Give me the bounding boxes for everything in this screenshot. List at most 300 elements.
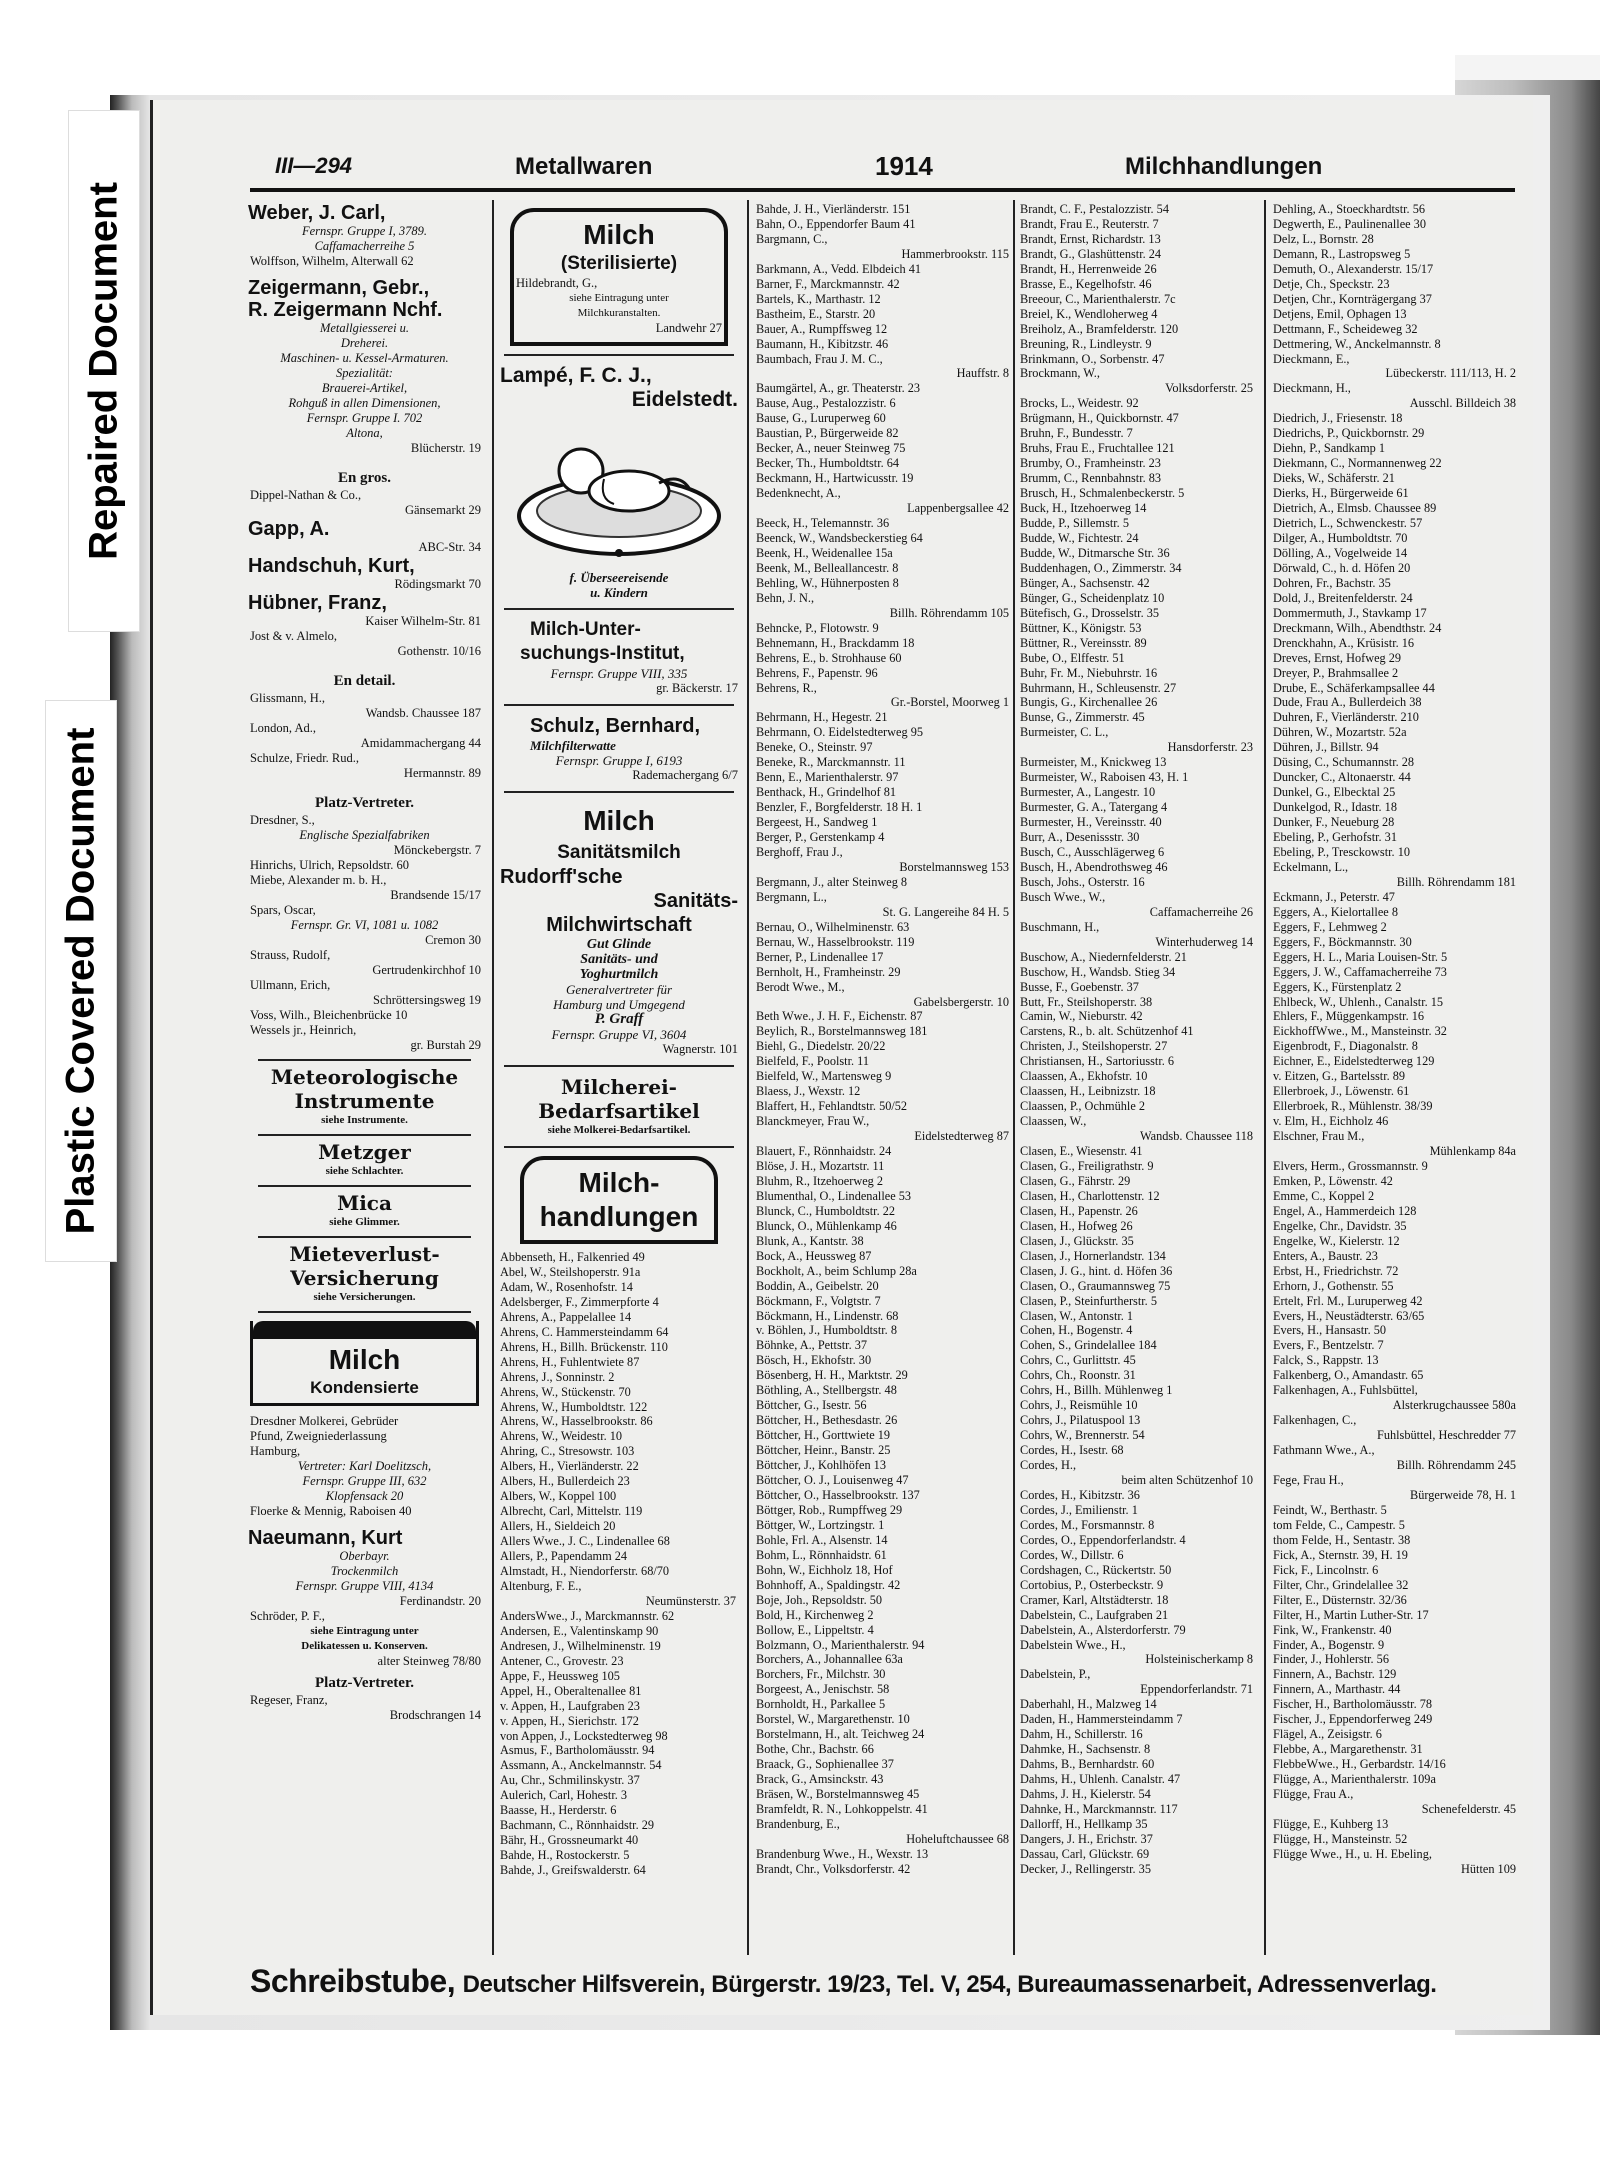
directory-entry: Cohrs, W., Brennerstr. 54 <box>1020 1428 1145 1443</box>
directory-entry: Böttcher, O., Hasselbrookstr. 137 <box>756 1487 920 1502</box>
directory-entry: Dabelstein, A., Alsterdorferstr. 79 <box>1020 1622 1186 1637</box>
directory-entry: Claassen, A., Ekhofstr. 10 <box>1020 1069 1148 1084</box>
directory-entry: Ahrens, C. Hammersteindamm 64 <box>500 1324 669 1339</box>
directory-entry: Appe, F., Heussweg 105 <box>500 1668 620 1683</box>
directory-entry: Bräsen, W., Borstelmannsweg 45 <box>756 1787 920 1802</box>
column-entries-d-f <box>1273 202 1518 1957</box>
directory-entry: Erhorn, J., Gothenstr. 55 <box>1273 1278 1394 1293</box>
directory-entry: Allers, H., Sieldeich 20 <box>500 1519 616 1534</box>
directory-entry: Dassau, Carl, Glückstr. 69 <box>1020 1846 1150 1861</box>
directory-entry: Dörwald, C., h. d. Höfen 20 <box>1273 560 1411 575</box>
section-milchhandlungen <box>520 1156 718 1244</box>
directory-entry: Cohen, S., Grindelallee 184 <box>1020 1338 1157 1353</box>
directory-entry: thom Felde, H., Sentastr. 38 <box>1273 1532 1411 1547</box>
directory-entry: v. Eitzen, G., Bartelsstr. 89 <box>1273 1069 1406 1084</box>
entry-text: Oberbayr. <box>339 1549 390 1563</box>
entry-text: Schröttersingsweg 19 <box>373 993 481 1007</box>
directory-entry: Adelsberger, F., Zimmerpforte 4 <box>500 1294 659 1309</box>
directory-entry: Dangers, J. H., Erichstr. 37 <box>1020 1831 1153 1846</box>
directory-entry: Carstens, R., b. alt. Schützenhof 41 <box>1020 1024 1194 1039</box>
directory-entry: Bruhn, F., Bundesstr. 7 <box>1020 426 1133 441</box>
entry-text: Ferdinandstr. 20 <box>399 1594 481 1608</box>
category-heading: Mieteverlust- <box>289 1242 440 1266</box>
directory-entry: Bahde, J. H., Vierländerstr. 151 <box>756 202 911 216</box>
directory-entry: Eidelstedterweg 87 <box>914 1129 1009 1144</box>
section-title: handlungen <box>539 1201 699 1232</box>
directory-entry: Bähr, H., Grossneumarkt 40 <box>500 1833 639 1848</box>
directory-entry: Borstel, W., Margarethenstr. 10 <box>756 1712 910 1727</box>
directory-entry: Brandt, H., Herrenweide 26 <box>1020 261 1157 276</box>
directory-entry: Beneke, R., Marckmannstr. 11 <box>756 755 906 770</box>
entry-text: Dippel-Nathan & Co., <box>250 488 362 502</box>
directory-entry: Hoheluftchaussee 68 <box>906 1831 1009 1846</box>
directory-entry: Dietrich, A., Elmsb. Chaussee 89 <box>1273 501 1437 516</box>
directory-entry: Dahm, H., Schillerstr. 16 <box>1020 1727 1143 1742</box>
directory-entry: Bachmann, C., Rönnhaidstr. 29 <box>500 1818 655 1833</box>
entry-text: En gros. <box>337 470 392 486</box>
category-heading: Meteorologische <box>270 1065 459 1089</box>
directory-entry: Boddin, A., Geibelstr. 20 <box>756 1278 879 1293</box>
directory-entry: Berner, P., Lindenallee 17 <box>756 949 884 964</box>
directory-entry: Elvers, Herm., Grossmannstr. 9 <box>1273 1159 1428 1173</box>
ad-rudorff-text: Gut Glinde <box>586 937 652 952</box>
directory-entry: Cohrs, J., Pilatuspool 13 <box>1020 1413 1141 1428</box>
directory-entry: Bohle, Frl. A., Alsenstr. 14 <box>756 1532 888 1547</box>
directory-entry: Au, Chr., Schmilinskystr. 37 <box>500 1773 640 1788</box>
category-heading: Mica <box>337 1191 392 1215</box>
directory-entry: Ebeling, P., Tresckowstr. 10 <box>1273 844 1410 859</box>
entry-text: siehe Schlachter. <box>325 1165 404 1177</box>
directory-entry: Brinkmann, O., Sorbenstr. 47 <box>1020 351 1165 366</box>
directory-entry: Fischer, J., Eppendorferweg 249 <box>1273 1712 1433 1727</box>
entry-text: Maschinen- u. Kessel-Armaturen. <box>280 351 449 365</box>
directory-entry: Cramer, Karl, Altstädterstr. 18 <box>1020 1592 1169 1607</box>
ad-lampe-name: Lampé, F. C. J., <box>500 364 652 387</box>
directory-entry: Bohm, L., Rönnhaidstr. 61 <box>756 1547 887 1562</box>
directory-entry: Holsteinischerkamp 8 <box>1145 1652 1253 1667</box>
directory-entry: Erbst, H., Friedrichstr. 72 <box>1273 1263 1399 1278</box>
directory-entry: Degwerth, E., Paulinenallee 30 <box>1273 216 1426 231</box>
directory-entry: Burmeister, C. L., <box>1020 725 1109 740</box>
directory-entry: Bastheim, E., Starstr. 20 <box>756 306 876 321</box>
directory-entry: Finder, J., Hohlerstr. 56 <box>1273 1652 1389 1667</box>
directory-entry: Busch, Johs., Osterstr. 16 <box>1020 874 1145 889</box>
column-rule <box>747 200 749 1955</box>
directory-entry: Clasen, E., Wiesenstr. 41 <box>1020 1144 1143 1159</box>
directory-entry: Böttcher, H., Bethesdastr. 26 <box>756 1413 898 1428</box>
directory-entry: Fick, A., Sternstr. 39, H. 19 <box>1273 1547 1408 1562</box>
directory-entry: Buschow, H., Wandsb. Stieg 34 <box>1020 964 1176 979</box>
directory-entry: Bolzmann, O., Marienthalerstr. 94 <box>756 1637 925 1652</box>
spacer <box>248 269 481 277</box>
directory-entry: Alsterkrugchaussee 580a <box>1392 1398 1516 1413</box>
directory-entry: Abel, W., Steilshoperstr. 91a <box>500 1264 641 1279</box>
directory-entry: Bösch, H., Ekhofstr. 30 <box>756 1353 872 1368</box>
entry-text: Gothenstr. 10/16 <box>397 644 481 658</box>
entry-text: Voss, Wilh., Bleichenbrücke 10 <box>250 1008 408 1022</box>
entry-text: Spars, Oscar, <box>250 903 316 917</box>
directory-entry: Cordes, O., Eppendorferlandstr. 4 <box>1020 1532 1186 1547</box>
entry-text: Strauss, Rudolf, <box>250 948 331 962</box>
directory-entry: Breiholz, A., Bramfelderstr. 120 <box>1020 321 1179 336</box>
directory-entry: Budde, P., Sillemstr. 5 <box>1020 516 1129 531</box>
footer-head: Schreibstube, <box>250 1963 456 1999</box>
company-name: Hübner, Franz, <box>248 592 387 614</box>
directory-entry: Blunck, C., Humboldtstr. 22 <box>756 1203 896 1218</box>
directory-entry: Eggers, A., Kielortallee 8 <box>1273 904 1398 919</box>
directory-entry: Eggers, J. W., Caffamacherreihe 73 <box>1273 964 1447 979</box>
entry-text: Pfund, Zweigniederlassung <box>250 1429 387 1443</box>
directory-entry: Hansdorferstr. 23 <box>1167 740 1253 755</box>
directory-entry: Eppendorferlandstr. 71 <box>1140 1682 1253 1697</box>
footer-text: Deutscher Hilfsverein, Bürgerstr. 19/23, Tel. V, 254, Bureaumassenarbeit, Adressenverlag. <box>462 1971 1437 1998</box>
directory-entry: Evers, H., Neustädterstr. 63/65 <box>1273 1308 1425 1323</box>
directory-entry: Biehl, G., Diedelstr. 20/22 <box>756 1039 886 1054</box>
directory-entry: Borstelmannsweg 153 <box>899 859 1009 874</box>
directory-entry: Bielfeld, W., Martensweg 9 <box>756 1069 892 1084</box>
directory-entry: Fick, F., Lincolnstr. 6 <box>1273 1562 1379 1577</box>
directory-entry: Camin, W., Nieburstr. 42 <box>1020 1009 1143 1024</box>
ad-institut-name: suchungs-Institut, <box>520 643 685 664</box>
directory-entry: Allers Wwe., J. C., Lindenallee 68 <box>500 1534 670 1549</box>
directory-entry: Bock, A., Heussweg 87 <box>756 1248 872 1263</box>
directory-entry: Almstadt, H., Niendorferstr. 68/70 <box>500 1564 670 1579</box>
directory-entry: Brandt, C. F., Pestalozzistr. 54 <box>1020 202 1169 216</box>
ad-institut-name: Milch-Unter- <box>530 619 641 640</box>
directory-entry: Burr, A., Desenissstr. 30 <box>1020 830 1140 845</box>
directory-entry: Engelke, W., Kielerstr. 12 <box>1273 1233 1400 1248</box>
entry-text: Brandsende 15/17 <box>390 888 481 902</box>
directory-entry: Behncke, P., Flotowstr. 9 <box>756 620 879 635</box>
directory-entry: Breeour, C., Marienthalerstr. 7c <box>1020 291 1176 306</box>
directory-entry: Abbenseth, H., Falkenried 49 <box>500 1250 645 1264</box>
heading-bedarfsartikel: Bedarfsartikel <box>538 1099 700 1123</box>
directory-entry: Böttcher, J., Kohlhöfen 13 <box>756 1458 886 1473</box>
directory-entry: Böttcher, G., Isestr. 56 <box>756 1398 867 1413</box>
directory-entry: Brocks, L., Weidestr. 92 <box>1020 396 1139 411</box>
directory-entry: Dunkelgod, R., Idastr. 18 <box>1273 800 1397 815</box>
directory-entry: Winterhuderweg 14 <box>1155 934 1253 949</box>
directory-entry: Flägel, A., Zeisigstr. 6 <box>1273 1727 1382 1742</box>
directory-entry: Blauert, F., Rönnhaidstr. 24 <box>756 1144 892 1159</box>
directory-entry: Flügge, H., Mansteinstr. 52 <box>1273 1831 1408 1846</box>
directory-entry: Barkmann, A., Vedd. Elbdeich 41 <box>756 261 922 276</box>
category-heading: Instrumente <box>294 1089 435 1113</box>
directory-entry: Albers, H., Bullerdeich 23 <box>500 1474 630 1489</box>
directory-entry: Emme, C., Koppel 2 <box>1273 1188 1375 1203</box>
entry-text: Fernspr. Gruppe VIII, 4134 <box>295 1579 434 1593</box>
directory-entry: Claassen, H., Leibnizstr. 18 <box>1020 1084 1156 1099</box>
directory-entry: Büttner, K., Königstr. 53 <box>1020 620 1142 635</box>
directory-entry: Lübeckerstr. 111/113, H. 2 <box>1385 366 1516 381</box>
ad-rudorff-agent: P. Graff <box>594 1011 644 1027</box>
directory-entry: Buddenhagen, O., Zimmerstr. 34 <box>1020 560 1182 575</box>
directory-entry: Ahrens, A., Pappelallee 14 <box>500 1309 632 1324</box>
directory-entry: Behling, W., Hühnerposten 8 <box>756 575 899 590</box>
directory-entry: Eichner, E., Eidelstedterweg 129 <box>1273 1054 1435 1069</box>
ad-schulz-phone: Fernspr. Gruppe I, 6193 <box>555 753 683 768</box>
directory-entry: Finnern, A., Marthastr. 44 <box>1273 1682 1401 1697</box>
running-head <box>250 153 1520 187</box>
separator <box>504 608 734 610</box>
directory-entry: Beenck, W., Wandsbeckerstieg 64 <box>756 530 923 545</box>
company-name: R. Zeigermann Nchf. <box>248 299 443 321</box>
ad-rudorff-address: Wagnerstr. 101 <box>662 1042 738 1056</box>
directory-entry: Bargmann, C., <box>756 231 828 246</box>
directory-entry: Bothe, Chr., Bachstr. 66 <box>756 1742 874 1757</box>
directory-entry: Brumby, O., Framheinstr. 23 <box>1020 456 1161 471</box>
directory-entry: Eggers, H. L., Maria Louisen-Str. 5 <box>1273 949 1448 964</box>
directory-entry: Dettmann, F., Scheideweg 32 <box>1273 321 1418 336</box>
ad-rudorff-phone: Fernspr. Gruppe VI, 3604 <box>551 1027 687 1042</box>
directory-entry: Bruhs, Frau E., Fruchtallee 121 <box>1020 441 1175 456</box>
directory-entry: Breuning, R., Lindleystr. 9 <box>1020 336 1152 351</box>
directory-entry: Eckmann, J., Peterstr. 47 <box>1273 889 1395 904</box>
directory-entry: Ertelt, Frl. M., Luruperweg 42 <box>1273 1293 1423 1308</box>
directory-entry: Hammerbrookstr. 115 <box>901 246 1009 261</box>
directory-entry: Christiansen, H., Sartoriusstr. 6 <box>1020 1054 1175 1069</box>
directory-entry: Clasen, H., Papenstr. 26 <box>1020 1203 1138 1218</box>
directory-entry: Behrmann, H., Hegestr. 21 <box>756 710 888 725</box>
directory-entry: AndersWwe., J., Marckmannstr. 62 <box>500 1608 675 1623</box>
directory-entry: Dallorff, H., Hellkamp 35 <box>1020 1816 1148 1831</box>
directory-entry: Drenckhahn, A., Krüsistr. 16 <box>1273 635 1415 650</box>
ad-sterilisierte-milch <box>510 208 728 346</box>
ad-schulz-address: Rademachergang 6/7 <box>632 768 738 782</box>
directory-entry: Eggers, F., Böckmannstr. 30 <box>1273 934 1412 949</box>
directory-entry: Clasen, J., Hornerlandstr. 134 <box>1020 1248 1166 1263</box>
directory-entry: Beckmann, H., Hartwicusstr. 19 <box>756 471 914 486</box>
directory-entry: Ahrens, W., Hasselbrookstr. 86 <box>500 1414 653 1429</box>
directory-entry: EickhoffWwe., M., Mansteinstr. 32 <box>1273 1024 1447 1039</box>
directory-entry: Clasen, O., Graumannsweg 75 <box>1020 1278 1171 1293</box>
directory-entry: Böckmann, H., Lindenstr. 68 <box>756 1308 899 1323</box>
entry-text: Englische Spezialfabriken <box>299 828 430 842</box>
section-title-left: Metallwaren <box>515 153 653 180</box>
separator <box>504 354 734 356</box>
entry-text: Cremon 30 <box>425 933 481 947</box>
directory-entry: Drube, E., Schäferkampsallee 44 <box>1273 680 1435 695</box>
directory-entry: Mühlenkamp 84a <box>1429 1144 1516 1159</box>
directory-entry: Falkenhagen, A., Fuhlsbüttel, <box>1273 1383 1418 1398</box>
directory-entry: Detjen, Chr., Kornträgergang 37 <box>1273 291 1432 306</box>
entry-text: Klopfensack 20 <box>325 1489 404 1503</box>
directory-entry: Behnemann, H., Brackdamm 18 <box>756 635 915 650</box>
ad-rudorff-text: Generalvertreter für <box>565 982 673 997</box>
directory-entry: Dreyer, P., Brahmsallee 2 <box>1273 665 1399 680</box>
directory-entry: Albrecht, Carl, Mittelstr. 119 <box>500 1504 643 1519</box>
directory-entry: Dreckmann, Wilh., Abendthstr. 24 <box>1273 620 1442 635</box>
directory-entry: Budde, W., Ditmarsche Str. 36 <box>1020 545 1170 560</box>
directory-entry: Ausschl. Billdeich 38 <box>1409 396 1516 411</box>
spacer <box>248 659 481 667</box>
ad-sanitatsmilch-sub: Sanitätsmilch <box>557 842 681 863</box>
directory-entry: Filter, Chr., Grindelallee 32 <box>1273 1577 1409 1592</box>
column-metallwaren <box>248 202 481 1962</box>
column-rule <box>1264 200 1266 1955</box>
directory-entry: Wandsb. Chaussee 118 <box>1140 1129 1253 1144</box>
directory-entry: Brasse, E., Kegelhofstr. 46 <box>1020 276 1152 291</box>
entry-text: ABC-Str. 34 <box>418 540 481 554</box>
heading-milcherei: Milcherei- <box>561 1075 677 1099</box>
directory-entry: Filter, E., Düsternstr. 32/36 <box>1273 1592 1407 1607</box>
ad-rudorff-text: Hamburg und Umgegend <box>553 997 685 1012</box>
directory-entry: Dahms, H., Uhlenh. Canalstr. 47 <box>1020 1772 1181 1787</box>
entry-text: Floerke & Mennig, Raboisen 40 <box>250 1504 412 1518</box>
directory-entry: Busch Wwe., W., <box>1020 889 1106 904</box>
directory-entry: Dabelstein, P., <box>1020 1667 1091 1682</box>
ad-text: Milchkuranstalten. <box>577 307 661 319</box>
directory-entry: Andresen, J., Wilhelminenstr. 19 <box>500 1638 661 1653</box>
directory-entry: Bünger, G., Scheidenplatz 10 <box>1020 590 1165 605</box>
entry-text: Gänsemarkt 29 <box>404 503 481 517</box>
entry-text: Blücherstr. 19 <box>410 441 481 455</box>
directory-entry: Cordes, H., <box>1020 1458 1077 1473</box>
directory-entry: Christen, J., Steilshoperstr. 27 <box>1020 1039 1168 1054</box>
directory-entry: Brack, G., Amsinckstr. 43 <box>756 1772 884 1787</box>
ad-rudorff-name: Milchwirtschaft <box>546 914 692 936</box>
directory-entry: Aulerich, Carl, Hohestr. 3 <box>500 1788 628 1803</box>
ad-address: Landwehr 27 <box>655 321 722 335</box>
directory-entry: Berghoff, Frau J., <box>756 844 843 859</box>
section-title: Milch- <box>578 1167 660 1198</box>
directory-entry: v. Appen, H., Sierichstr. 172 <box>500 1713 639 1728</box>
entry-text: Fernspr. Gruppe I. 702 <box>306 411 423 425</box>
directory-entry: Busse, F., Goebenstr. 37 <box>1020 979 1139 994</box>
directory-entry: Benthack, H., Grindelhof 81 <box>756 785 897 800</box>
entry-text: Kaiser Wilhelm-Str. 81 <box>365 614 481 628</box>
directory-entry: Ehlers, F., Müggenkampstr. 16 <box>1273 1009 1425 1024</box>
directory-entry: Cordes, H., Kibitzstr. 36 <box>1020 1487 1140 1502</box>
directory-entry: Böhnke, A., Pettstr. 37 <box>756 1338 868 1353</box>
ad-rudorff-text: Yoghurtmilch <box>579 967 659 982</box>
directory-entry: Bohnhoff, A., Spaldingstr. 42 <box>756 1577 901 1592</box>
directory-entry: Bernau, O., Wilhelminenstr. 63 <box>756 919 910 934</box>
directory-entry: Bold, H., Kirchenweg 2 <box>756 1607 874 1622</box>
directory-entry: Behrmann, O. Eidelstedterweg 95 <box>756 725 923 740</box>
directory-entry: Flügge, A., Marienthalerstr. 109a <box>1273 1772 1436 1787</box>
directory-entry: Demann, R., Lastropsweg 5 <box>1273 246 1411 261</box>
directory-entry: Fathmann Wwe., A., <box>1273 1443 1375 1458</box>
directory-entry: Berodt Wwe., M., <box>756 979 845 994</box>
directory-entry: Asmus, F., Bartholomäusstr. 94 <box>500 1743 655 1758</box>
directory-entry: Dabelstein Wwe., H., <box>1020 1637 1126 1652</box>
directory-entry: Albers, W., Koppel 100 <box>500 1489 617 1504</box>
entry-text: Platz-Vertreter. <box>315 1675 414 1691</box>
ad-title: Milch <box>328 1344 401 1375</box>
entry-text: Brauerei-Artikel, <box>321 381 408 395</box>
directory-entry: Brockmann, W., <box>1020 366 1100 381</box>
ad-rudorff-text: Sanitäts- und <box>580 952 658 967</box>
directory-entry: Burmester, G. A., Tatergang 4 <box>1020 800 1168 815</box>
ad-schulz-product: Milchfilterwatte <box>530 738 616 753</box>
directory-entry: Elschner, Frau M., <box>1273 1129 1365 1144</box>
directory-entry: Burmester, A., Langestr. 10 <box>1020 785 1156 800</box>
directory-entry: Evers, H., Hansastr. 50 <box>1273 1323 1387 1338</box>
baby-illustration <box>500 416 738 566</box>
directory-entry: Gr.-Borstel, Moorweg 1 <box>890 695 1009 710</box>
directory-entry: Dahmke, H., Sachsenstr. 8 <box>1020 1742 1151 1757</box>
directory-entry: Buschmann, H., <box>1020 919 1100 934</box>
separator <box>504 704 734 706</box>
directory-entry: Brandt, Chr., Volksdorferstr. 42 <box>756 1861 911 1876</box>
directory-entry: Volksdorferstr. 25 <box>1165 381 1253 396</box>
directory-entry: Flebbe, A., Margarethenstr. 31 <box>1273 1742 1423 1757</box>
directory-entry: Fischer, H., Bartholomäusstr. 78 <box>1273 1697 1433 1712</box>
directory-entry: Allers, P., Papendamm 24 <box>500 1549 628 1564</box>
entry-text: Jost & v. Almelo, <box>250 629 338 643</box>
directory-entry: Bluhm, R., Itzehoerweg 2 <box>756 1173 884 1188</box>
entry-text: En detail. <box>333 673 396 689</box>
directory-entry: Barner, F., Marckmannstr. 42 <box>756 276 900 291</box>
directory-entry: Cordes, W., Dillstr. 6 <box>1020 1547 1124 1562</box>
directory-entry: Dehling, A., Stoeckhardtstr. 56 <box>1273 202 1425 216</box>
directory-entry: Borgeest, A., Jenischstr. 58 <box>756 1682 890 1697</box>
directory-entry: Filter, H., Martin Luther-Str. 17 <box>1273 1607 1429 1622</box>
directory-entry: Hütten 109 <box>1461 1861 1516 1876</box>
directory-entry: Cordes, J., Emilienstr. 1 <box>1020 1502 1138 1517</box>
section-title-right: Milchhandlungen <box>1125 153 1323 180</box>
directory-entry: Gabelsbergerstr. 10 <box>913 994 1009 1009</box>
entry-text: Schröder, P. F., <box>250 1609 325 1623</box>
entry-text: Gertrudenkirchhof 10 <box>372 963 481 977</box>
directory-entry: Decker, J., Rellingerstr. 35 <box>1020 1861 1151 1876</box>
directory-entry: Clasen, G., Freiligrathstr. 9 <box>1020 1159 1154 1173</box>
directory-entry: Brandenburg, E., <box>756 1816 840 1831</box>
directory-entry: Bollow, E., Lippeltstr. 4 <box>756 1622 874 1637</box>
directory-entry: Burmeister, W., Raboisen 43, H. 1 <box>1020 770 1189 785</box>
entry-text: Amidammachergang 44 <box>360 736 481 750</box>
directory-entry: Daberhahl, H., Malzweg 14 <box>1020 1697 1157 1712</box>
entry-text: Dreherei. <box>340 336 389 350</box>
directory-entry: Bornholdt, H., Parkallee 5 <box>756 1697 886 1712</box>
directory-entry: Brandt, Frau E., Reuterstr. 7 <box>1020 216 1159 231</box>
directory-entry: Bütefisch, G., Drosselstr. 35 <box>1020 605 1160 620</box>
directory-entry: Finder, A., Bogenstr. 9 <box>1273 1637 1385 1652</box>
directory-entry: Beneke, O., Steinstr. 97 <box>756 740 873 755</box>
company-name: Zeigermann, Gebr., <box>248 277 430 299</box>
company-name: Weber, J. Carl, <box>248 202 386 224</box>
directory-entry: Behrens, E., b. Strohhause 60 <box>756 650 902 665</box>
directory-entry: Dietrich, L., Schwenckestr. 57 <box>1273 516 1423 531</box>
directory-entry: Becker, A., neuer Steinweg 75 <box>756 441 906 456</box>
directory-entry: Böttger, W., Lortzingstr. 1 <box>756 1517 885 1532</box>
directory-entry: Adam, W., Rosenhofstr. 14 <box>500 1279 633 1294</box>
ad-rudorff-name: Sanitäts- <box>653 890 738 912</box>
directory-entry: Enters, A., Baustr. 23 <box>1273 1248 1378 1263</box>
directory-entry: Bartels, K., Marthastr. 12 <box>756 291 881 306</box>
entry-text: Ullmann, Erich, <box>250 978 331 992</box>
directory-entry: Delz, L., Bornstr. 28 <box>1273 231 1374 246</box>
directory-entry: Dold, J., Breitenfelderstr. 24 <box>1273 590 1413 605</box>
directory-entry: Bürgerweide 78, H. 1 <box>1410 1487 1516 1502</box>
directory-entry: Engelke, Chr., Davidstr. 35 <box>1273 1218 1407 1233</box>
category-heading: Versicherung <box>290 1266 439 1290</box>
directory-entry: Blunk, A., Kantstr. 38 <box>756 1233 864 1248</box>
directory-entry: Dabelstein, C., Laufgraben 21 <box>1020 1607 1169 1622</box>
separator <box>504 1065 734 1067</box>
directory-entry: Baumann, H., Kibitzstr. 46 <box>756 336 889 351</box>
directory-entry: Fege, Frau H., <box>1273 1473 1344 1488</box>
directory-entry: Falkenberg, O., Amandastr. 65 <box>1273 1368 1424 1383</box>
directory-entry: tom Felde, C., Campestr. 5 <box>1273 1517 1405 1532</box>
company-name: Handschuh, Kurt, <box>248 555 415 577</box>
directory-entry: Flügge, E., Kuhberg 13 <box>1273 1816 1389 1831</box>
entry-text: siehe Glimmer. <box>329 1216 400 1228</box>
directory-entry: Busch, H., Abendrothsweg 46 <box>1020 859 1168 874</box>
directory-entry: Cohrs, Ch., Roonstr. 31 <box>1020 1368 1136 1383</box>
directory-entry: Eigenbrodt, F., Diagonalstr. 8 <box>1273 1039 1418 1054</box>
